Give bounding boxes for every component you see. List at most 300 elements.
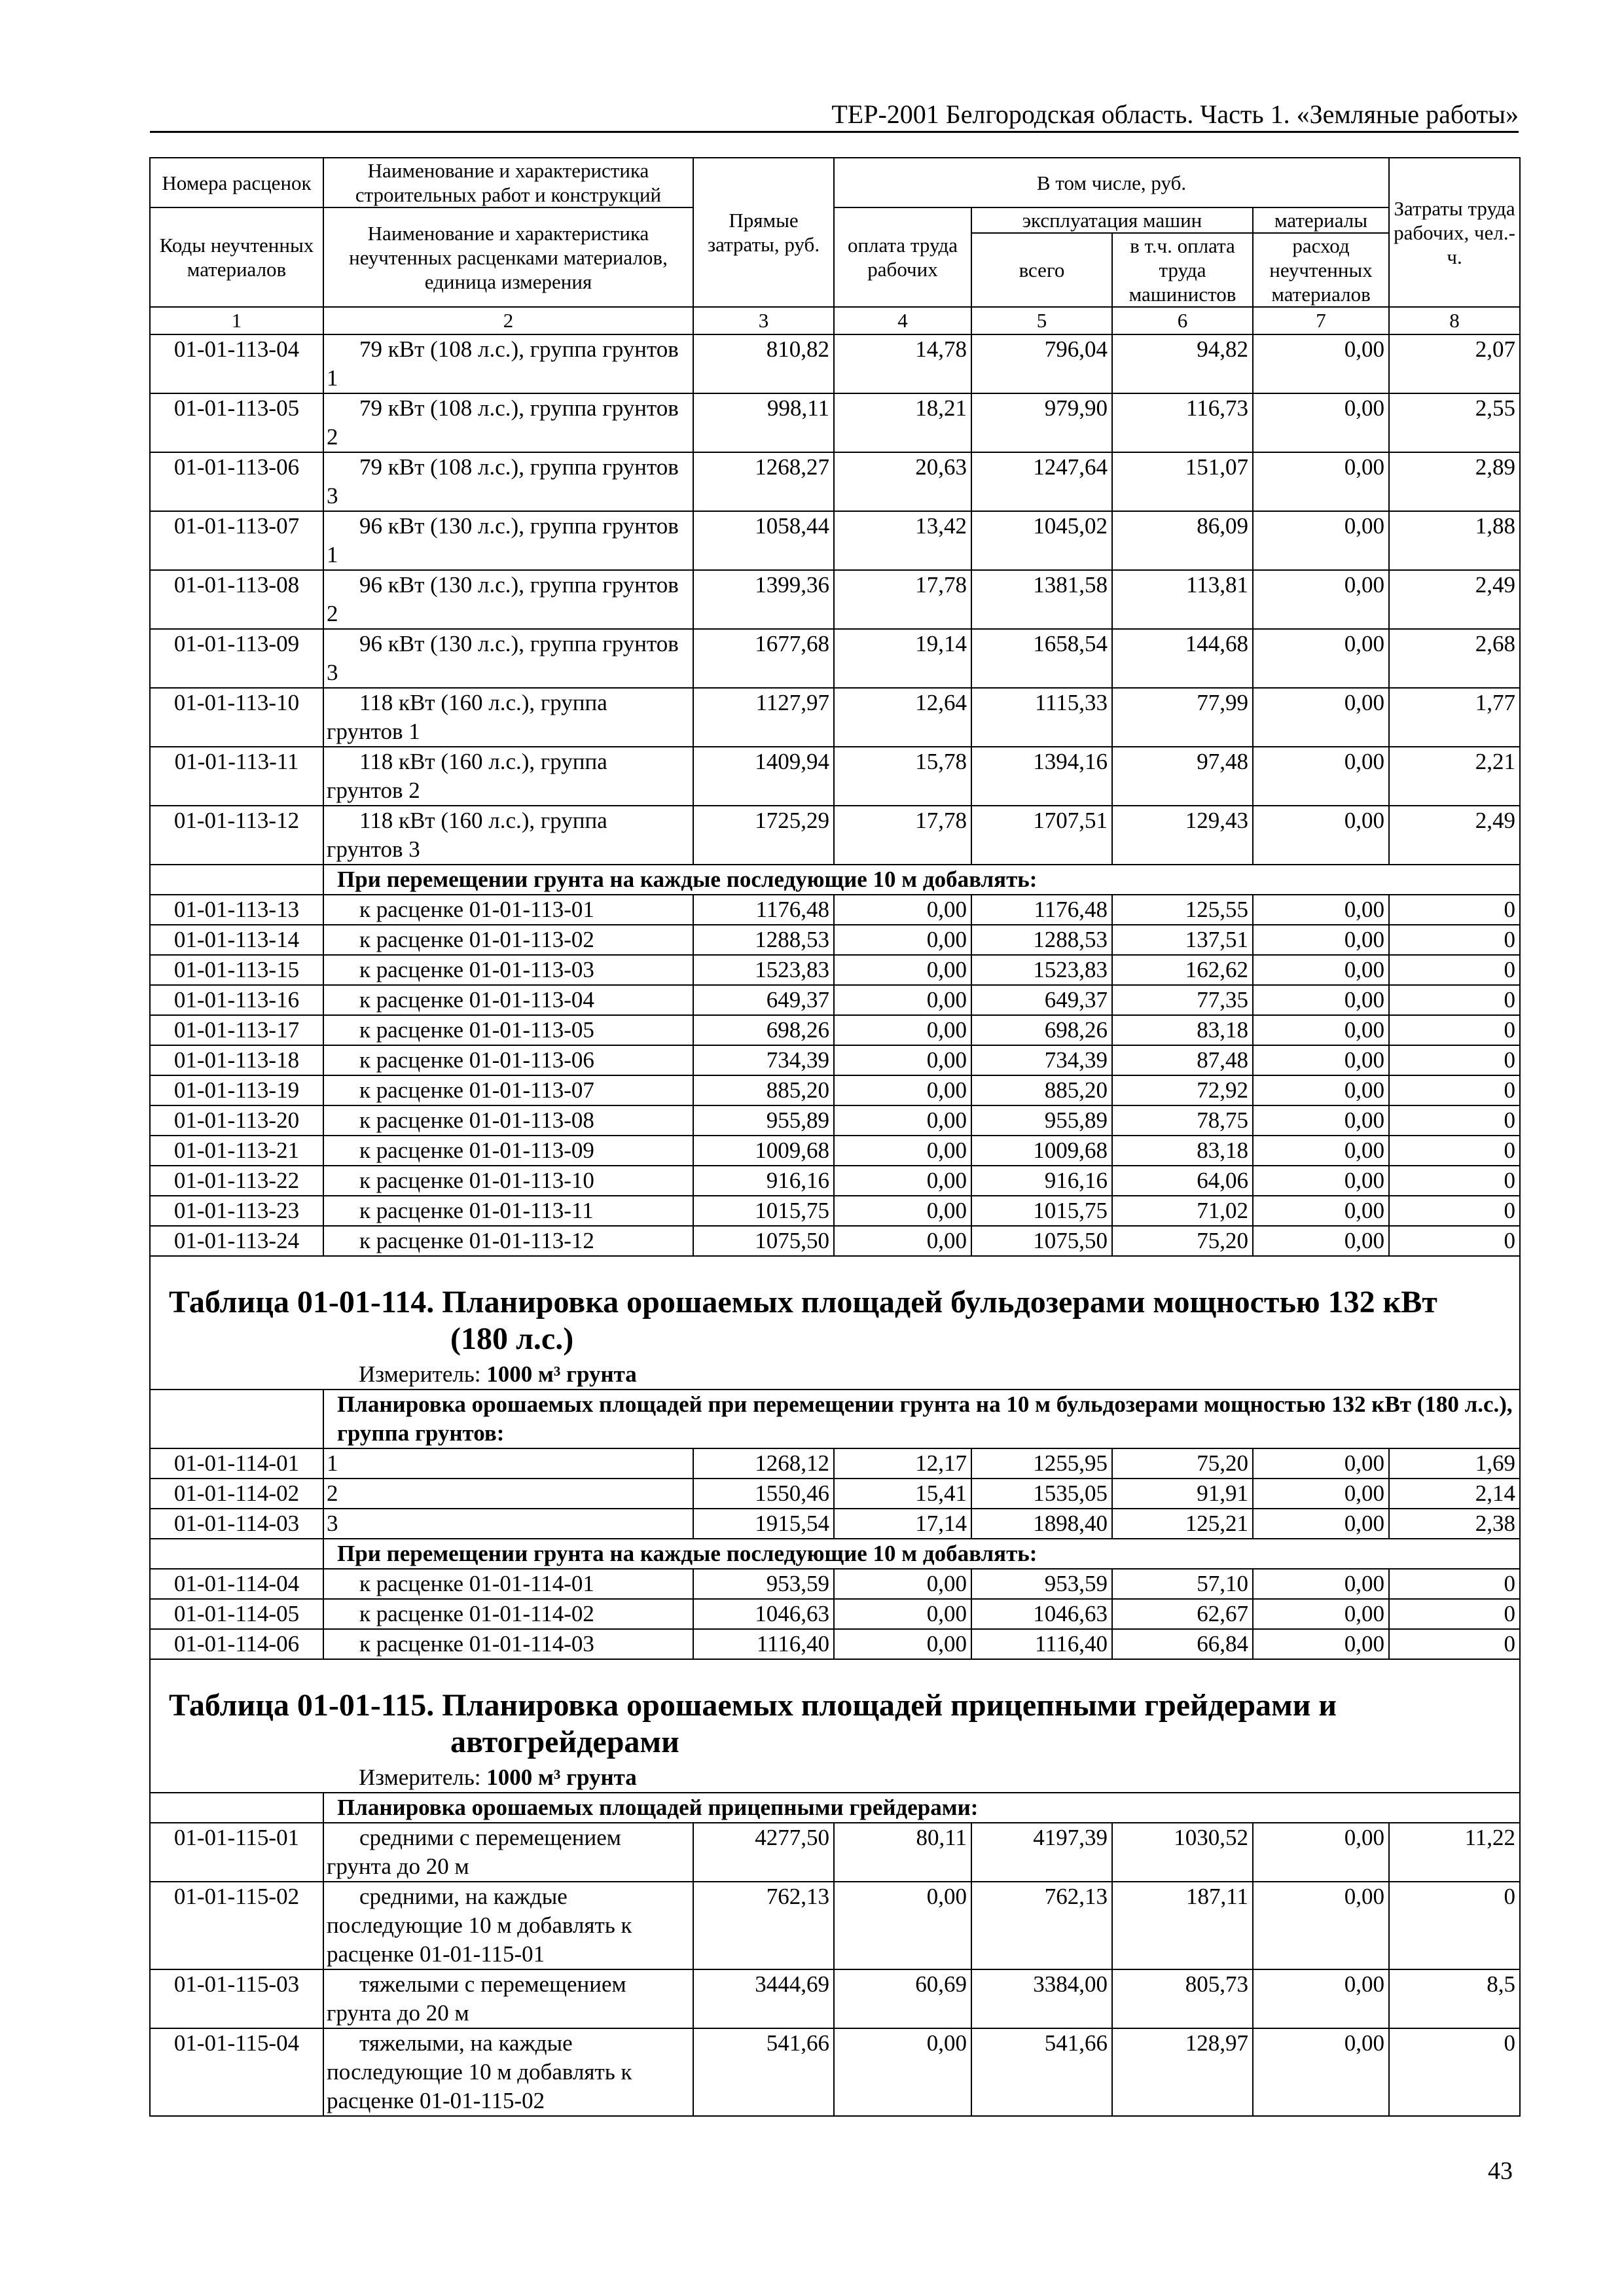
materials-cost: 0,00 xyxy=(1253,1166,1389,1196)
machinist-wages: 66,84 xyxy=(1112,1629,1253,1659)
direct-cost: 649,37 xyxy=(693,985,834,1015)
column-number: 6 xyxy=(1112,307,1253,334)
machines-total: 1898,40 xyxy=(971,1509,1112,1539)
rate-name: к расценке 01-01-113-04 xyxy=(323,985,693,1015)
table-row xyxy=(150,1479,1520,1509)
labor-wages: 0,00 xyxy=(834,1015,971,1045)
rate-code: 01-01-114-02 xyxy=(150,1479,323,1509)
labor-hours: 2,89 xyxy=(1389,452,1520,511)
rate-name: средними, на каждые последующие 10 м добавлять к расценке 01-01-115-01 xyxy=(323,1882,693,1969)
col3-header: Прямые затраты, руб. xyxy=(693,158,834,307)
labor-hours: 0 xyxy=(1389,2028,1520,2116)
labor-hours: 2,21 xyxy=(1389,747,1520,806)
materials-cost: 0,00 xyxy=(1253,1969,1389,2028)
machinist-wages: 113,81 xyxy=(1112,570,1253,629)
table-row xyxy=(150,747,1520,806)
machinist-wages: 77,35 xyxy=(1112,985,1253,1015)
labor-wages: 0,00 xyxy=(834,1045,971,1075)
rate-code: 01-01-113-14 xyxy=(150,925,323,955)
labor-wages: 19,14 xyxy=(834,629,971,688)
direct-cost: 734,39 xyxy=(693,1045,834,1075)
rate-name: к расценке 01-01-114-03 xyxy=(323,1629,693,1659)
labor-wages: 13,42 xyxy=(834,511,971,570)
table-115-title: Таблица 01-01-115. Планировка орошаемых площадей прицепными грейдерами и xyxy=(169,1688,1337,1723)
machines-total: 1658,54 xyxy=(971,629,1112,688)
col7-header: расход неучтенных материалов xyxy=(1253,233,1389,307)
labor-hours: 2,49 xyxy=(1389,570,1520,629)
rate-name: к расценке 01-01-113-08 xyxy=(323,1105,693,1136)
machinist-wages: 71,02 xyxy=(1112,1196,1253,1226)
rate-code: 01-01-113-23 xyxy=(150,1196,323,1226)
labor-hours: 0 xyxy=(1389,1105,1520,1136)
rate-code: 01-01-113-05 xyxy=(150,393,323,452)
labor-wages: 12,64 xyxy=(834,688,971,747)
direct-cost: 1009,68 xyxy=(693,1136,834,1166)
table-row xyxy=(150,334,1520,393)
machinist-wages: 128,97 xyxy=(1112,2028,1253,2116)
machines-total: 1115,33 xyxy=(971,688,1112,747)
labor-hours: 2,49 xyxy=(1389,806,1520,865)
materials-cost: 0,00 xyxy=(1253,1015,1389,1045)
table-row xyxy=(150,1015,1520,1045)
machinist-wages: 86,09 xyxy=(1112,511,1253,570)
rate-code: 01-01-113-21 xyxy=(150,1136,323,1166)
rate-code: 01-01-113-16 xyxy=(150,985,323,1015)
column-number: 4 xyxy=(834,307,971,334)
table-115-title-row xyxy=(150,1659,1520,1793)
materials-header: материалы xyxy=(1253,207,1389,233)
machinist-wages: 75,20 xyxy=(1112,1226,1253,1256)
machinist-wages: 94,82 xyxy=(1112,334,1253,393)
materials-cost: 0,00 xyxy=(1253,688,1389,747)
rate-name: к расценке 01-01-113-12 xyxy=(323,1226,693,1256)
labor-hours: 0 xyxy=(1389,1599,1520,1629)
labor-wages: 17,78 xyxy=(834,570,971,629)
labor-wages: 14,78 xyxy=(834,334,971,393)
machinist-wages: 91,91 xyxy=(1112,1479,1253,1509)
machinist-wages: 72,92 xyxy=(1112,1075,1253,1105)
column-numbers-row xyxy=(150,307,1520,334)
labor-wages: 0,00 xyxy=(834,895,971,925)
machines-total: 1075,50 xyxy=(971,1226,1112,1256)
table-row xyxy=(150,1509,1520,1539)
rate-name: 2 xyxy=(323,1479,693,1509)
col8-header: Затраты труда рабочих, чел.-ч. xyxy=(1389,158,1520,307)
materials-cost: 0,00 xyxy=(1253,747,1389,806)
materials-cost: 0,00 xyxy=(1253,629,1389,688)
labor-hours: 1,69 xyxy=(1389,1448,1520,1479)
rate-name: к расценке 01-01-113-03 xyxy=(323,955,693,985)
rate-name: к расценке 01-01-113-01 xyxy=(323,895,693,925)
machines-total: 762,13 xyxy=(971,1882,1112,1969)
column-number: 7 xyxy=(1253,307,1389,334)
direct-cost: 1058,44 xyxy=(693,511,834,570)
labor-wages: 18,21 xyxy=(834,393,971,452)
direct-cost: 698,26 xyxy=(693,1015,834,1045)
section-title: При перемещении грунта на каждые последующие 10 м добавлять: xyxy=(323,1539,1520,1569)
rate-code: 01-01-113-13 xyxy=(150,895,323,925)
table-115-unit: Измеритель: 1000 м³ грунта xyxy=(359,1765,637,1790)
labor-wages: 0,00 xyxy=(834,1166,971,1196)
direct-cost: 1127,97 xyxy=(693,688,834,747)
direct-cost: 1915,54 xyxy=(693,1509,834,1539)
labor-hours: 1,77 xyxy=(1389,688,1520,747)
rate-code: 01-01-114-03 xyxy=(150,1509,323,1539)
rate-code: 01-01-114-06 xyxy=(150,1629,323,1659)
machinist-wages: 125,55 xyxy=(1112,895,1253,925)
table-row xyxy=(150,1882,1520,1969)
table-row xyxy=(150,1448,1520,1479)
section-title: Планировка орошаемых площадей прицепными грейдерами: xyxy=(323,1793,1520,1823)
labor-wages: 0,00 xyxy=(834,1105,971,1136)
table-114-title: Таблица 01-01-114. Планировка орошаемых площадей бульдозерами мощностью 132 кВт xyxy=(169,1285,1437,1319)
materials-cost: 0,00 xyxy=(1253,985,1389,1015)
labor-wages: 0,00 xyxy=(834,1569,971,1599)
labor-hours: 0 xyxy=(1389,1569,1520,1599)
col4-header: оплата труда рабочих xyxy=(834,207,971,307)
rate-code: 01-01-114-05 xyxy=(150,1599,323,1629)
labor-wages: 0,00 xyxy=(834,1599,971,1629)
labor-hours: 2,07 xyxy=(1389,334,1520,393)
labor-hours: 8,5 xyxy=(1389,1969,1520,2028)
materials-cost: 0,00 xyxy=(1253,1226,1389,1256)
rate-name: к расценке 01-01-114-02 xyxy=(323,1599,693,1629)
labor-wages: 0,00 xyxy=(834,955,971,985)
column-number: 2 xyxy=(323,307,693,334)
machines-total: 1015,75 xyxy=(971,1196,1112,1226)
labor-hours: 0 xyxy=(1389,895,1520,925)
direct-cost: 1075,50 xyxy=(693,1226,834,1256)
table-row xyxy=(150,1969,1520,2028)
machines-total: 1176,48 xyxy=(971,895,1112,925)
machinist-wages: 187,11 xyxy=(1112,1882,1253,1969)
rate-code: 01-01-113-06 xyxy=(150,452,323,511)
machinist-wages: 162,62 xyxy=(1112,955,1253,985)
labor-wages: 15,41 xyxy=(834,1479,971,1509)
table-row xyxy=(150,452,1520,511)
labor-hours: 0 xyxy=(1389,1629,1520,1659)
rate-code: 01-01-113-10 xyxy=(150,688,323,747)
rate-name: 96 кВт (130 л.с.), группа грунтов 3 xyxy=(323,629,693,688)
direct-cost: 1725,29 xyxy=(693,806,834,865)
machinist-wages: 125,21 xyxy=(1112,1509,1253,1539)
rate-name: к расценке 01-01-113-11 xyxy=(323,1196,693,1226)
machines-total: 3384,00 xyxy=(971,1969,1112,2028)
machines-total: 698,26 xyxy=(971,1015,1112,1045)
machines-total: 1247,64 xyxy=(971,452,1112,511)
direct-cost: 1288,53 xyxy=(693,925,834,955)
section-title: Планировка орошаемых площадей при перемещении грунта на 10 м бульдозерами мощностью 132 кВт (180 л.с.), группа грунтов: xyxy=(323,1390,1520,1448)
machines-total: 1394,16 xyxy=(971,747,1112,806)
table-114-unit: Измеритель: 1000 м³ грунта xyxy=(359,1361,637,1387)
direct-cost: 1399,36 xyxy=(693,570,834,629)
section-row xyxy=(150,1793,1520,1823)
labor-hours: 2,55 xyxy=(1389,393,1520,452)
materials-cost: 0,00 xyxy=(1253,570,1389,629)
table-row xyxy=(150,1629,1520,1659)
section-row xyxy=(150,865,1520,895)
materials-cost: 0,00 xyxy=(1253,1105,1389,1136)
rate-name: к расценке 01-01-113-07 xyxy=(323,1075,693,1105)
materials-cost: 0,00 xyxy=(1253,1136,1389,1166)
machines-total: 734,39 xyxy=(971,1045,1112,1075)
direct-cost: 4277,50 xyxy=(693,1823,834,1882)
rate-code: 01-01-113-22 xyxy=(150,1166,323,1196)
machinist-wages: 62,67 xyxy=(1112,1599,1253,1629)
table-row xyxy=(150,688,1520,747)
direct-cost: 762,13 xyxy=(693,1882,834,1969)
machinist-wages: 78,75 xyxy=(1112,1105,1253,1136)
machines-header: эксплуатация машин xyxy=(971,207,1253,233)
group-header: В том числе, руб. xyxy=(834,158,1389,207)
materials-cost: 0,00 xyxy=(1253,1509,1389,1539)
page-number: 43 xyxy=(1488,2157,1513,2185)
rate-name: 96 кВт (130 л.с.), группа грунтов 1 xyxy=(323,511,693,570)
materials-cost: 0,00 xyxy=(1253,1569,1389,1599)
direct-cost: 1523,83 xyxy=(693,955,834,985)
machines-total: 885,20 xyxy=(971,1075,1112,1105)
direct-cost: 541,66 xyxy=(693,2028,834,2116)
labor-hours: 0 xyxy=(1389,1882,1520,1969)
direct-cost: 1677,68 xyxy=(693,629,834,688)
rate-name: 79 кВт (108 л.с.), группа грунтов 2 xyxy=(323,393,693,452)
rate-name: к расценке 01-01-114-01 xyxy=(323,1569,693,1599)
col1-top: Номера расценок xyxy=(150,158,323,207)
rate-code: 01-01-114-01 xyxy=(150,1448,323,1479)
rate-name: средними с перемещением грунта до 20 м xyxy=(323,1823,693,1882)
labor-wages: 0,00 xyxy=(834,1882,971,1969)
machinist-wages: 129,43 xyxy=(1112,806,1253,865)
rate-name: к расценке 01-01-113-05 xyxy=(323,1015,693,1045)
table-row xyxy=(150,1599,1520,1629)
direct-cost: 885,20 xyxy=(693,1075,834,1105)
labor-wages: 80,11 xyxy=(834,1823,971,1882)
labor-hours: 2,14 xyxy=(1389,1479,1520,1509)
machines-total: 796,04 xyxy=(971,334,1112,393)
table-row xyxy=(150,1105,1520,1136)
table-row xyxy=(150,925,1520,955)
section-row xyxy=(150,1539,1520,1569)
table-row xyxy=(150,1166,1520,1196)
labor-hours: 0 xyxy=(1389,925,1520,955)
labor-wages: 60,69 xyxy=(834,1969,971,2028)
machinist-wages: 144,68 xyxy=(1112,629,1253,688)
table-115-title-cont: автогрейдерами xyxy=(450,1725,679,1759)
machines-total: 1255,95 xyxy=(971,1448,1112,1479)
machines-total: 1046,63 xyxy=(971,1599,1112,1629)
col1-bottom: Коды неучтенных материалов xyxy=(150,207,323,307)
rate-name: тяжелыми с перемещением грунта до 20 м xyxy=(323,1969,693,2028)
labor-hours: 11,22 xyxy=(1389,1823,1520,1882)
machines-total: 1707,51 xyxy=(971,806,1112,865)
labor-hours: 0 xyxy=(1389,1015,1520,1045)
labor-wages: 0,00 xyxy=(834,1226,971,1256)
machines-total: 916,16 xyxy=(971,1166,1112,1196)
machinist-wages: 57,10 xyxy=(1112,1569,1253,1599)
column-number: 8 xyxy=(1389,307,1520,334)
machines-total: 1288,53 xyxy=(971,925,1112,955)
materials-cost: 0,00 xyxy=(1253,1599,1389,1629)
machines-total: 1116,40 xyxy=(971,1629,1112,1659)
rate-code: 01-01-113-24 xyxy=(150,1226,323,1256)
machines-total: 541,66 xyxy=(971,2028,1112,2116)
rate-name: 79 кВт (108 л.с.), группа грунтов 3 xyxy=(323,452,693,511)
table-row xyxy=(150,1226,1520,1256)
section-title: При перемещении грунта на каждые последующие 10 м добавлять: xyxy=(323,865,1520,895)
rate-code: 01-01-113-11 xyxy=(150,747,323,806)
machinist-wages: 116,73 xyxy=(1112,393,1253,452)
rate-code: 01-01-114-04 xyxy=(150,1569,323,1599)
materials-cost: 0,00 xyxy=(1253,334,1389,393)
rate-code: 01-01-113-15 xyxy=(150,955,323,985)
direct-cost: 1268,12 xyxy=(693,1448,834,1479)
machinist-wages: 83,18 xyxy=(1112,1015,1253,1045)
rate-code: 01-01-115-02 xyxy=(150,1882,323,1969)
machines-total: 979,90 xyxy=(971,393,1112,452)
materials-cost: 0,00 xyxy=(1253,1196,1389,1226)
labor-wages: 15,78 xyxy=(834,747,971,806)
materials-cost: 0,00 xyxy=(1253,1882,1389,1969)
rate-code: 01-01-113-12 xyxy=(150,806,323,865)
column-number: 3 xyxy=(693,307,834,334)
rate-code: 01-01-113-19 xyxy=(150,1075,323,1105)
rate-name: к расценке 01-01-113-02 xyxy=(323,925,693,955)
labor-hours: 0 xyxy=(1389,1226,1520,1256)
rate-code: 01-01-113-18 xyxy=(150,1045,323,1075)
rate-name: 118 кВт (160 л.с.), группа грунтов 3 xyxy=(323,806,693,865)
rate-name: 79 кВт (108 л.с.), группа грунтов 1 xyxy=(323,334,693,393)
rate-code: 01-01-113-08 xyxy=(150,570,323,629)
table-row xyxy=(150,1569,1520,1599)
machines-total: 955,89 xyxy=(971,1105,1112,1136)
machinist-wages: 87,48 xyxy=(1112,1045,1253,1075)
col2-bottom: Наименование и характеристика неучтенных расценками материалов, единица измерения xyxy=(323,207,693,307)
table-114-title-row xyxy=(150,1256,1520,1390)
rate-code: 01-01-115-03 xyxy=(150,1969,323,2028)
labor-wages: 0,00 xyxy=(834,1629,971,1659)
direct-cost: 953,59 xyxy=(693,1569,834,1599)
labor-hours: 1,88 xyxy=(1389,511,1520,570)
labor-wages: 12,17 xyxy=(834,1448,971,1479)
rate-name: 118 кВт (160 л.с.), группа грунтов 2 xyxy=(323,747,693,806)
labor-wages: 17,14 xyxy=(834,1509,971,1539)
rate-name: 118 кВт (160 л.с.), группа грунтов 1 xyxy=(323,688,693,747)
materials-cost: 0,00 xyxy=(1253,511,1389,570)
col2-top: Наименование и характеристика строительных работ и конструкций xyxy=(323,158,693,207)
table-row xyxy=(150,1196,1520,1226)
rate-code: 01-01-113-17 xyxy=(150,1015,323,1045)
machinist-wages: 64,06 xyxy=(1112,1166,1253,1196)
direct-cost: 1116,40 xyxy=(693,1629,834,1659)
materials-cost: 0,00 xyxy=(1253,1448,1389,1479)
materials-cost: 0,00 xyxy=(1253,1823,1389,1882)
table-row xyxy=(150,895,1520,925)
labor-wages: 0,00 xyxy=(834,1196,971,1226)
labor-hours: 0 xyxy=(1389,1166,1520,1196)
header-row-1 xyxy=(150,158,1520,207)
col5-header: всего xyxy=(971,233,1112,307)
machines-total: 1523,83 xyxy=(971,955,1112,985)
column-number: 1 xyxy=(150,307,323,334)
labor-wages: 0,00 xyxy=(834,2028,971,2116)
table-row xyxy=(150,1136,1520,1166)
rate-code: 01-01-115-01 xyxy=(150,1823,323,1882)
direct-cost: 1268,27 xyxy=(693,452,834,511)
machinist-wages: 805,73 xyxy=(1112,1969,1253,2028)
table-row xyxy=(150,570,1520,629)
table-row xyxy=(150,1823,1520,1882)
materials-cost: 0,00 xyxy=(1253,1045,1389,1075)
labor-hours: 0 xyxy=(1389,985,1520,1015)
rate-code: 01-01-113-20 xyxy=(150,1105,323,1136)
materials-cost: 0,00 xyxy=(1253,1479,1389,1509)
materials-cost: 0,00 xyxy=(1253,925,1389,955)
rate-code: 01-01-113-09 xyxy=(150,629,323,688)
machinist-wages: 97,48 xyxy=(1112,747,1253,806)
rate-name: 96 кВт (130 л.с.), группа грунтов 2 xyxy=(323,570,693,629)
machinist-wages: 75,20 xyxy=(1112,1448,1253,1479)
table-row xyxy=(150,955,1520,985)
rate-code: 01-01-113-04 xyxy=(150,334,323,393)
labor-wages: 0,00 xyxy=(834,985,971,1015)
rate-name: к расценке 01-01-113-09 xyxy=(323,1136,693,1166)
direct-cost: 1015,75 xyxy=(693,1196,834,1226)
labor-hours: 0 xyxy=(1389,1196,1520,1226)
machines-total: 1535,05 xyxy=(971,1479,1112,1509)
direct-cost: 1046,63 xyxy=(693,1599,834,1629)
materials-cost: 0,00 xyxy=(1253,2028,1389,2116)
table-row xyxy=(150,629,1520,688)
machinist-wages: 137,51 xyxy=(1112,925,1253,955)
direct-cost: 3444,69 xyxy=(693,1969,834,2028)
direct-cost: 916,16 xyxy=(693,1166,834,1196)
table-row xyxy=(150,806,1520,865)
section-row xyxy=(150,1390,1520,1448)
column-number: 5 xyxy=(971,307,1112,334)
machines-total: 953,59 xyxy=(971,1569,1112,1599)
labor-hours: 2,38 xyxy=(1389,1509,1520,1539)
rate-name: к расценке 01-01-113-06 xyxy=(323,1045,693,1075)
machines-total: 649,37 xyxy=(971,985,1112,1015)
table-row xyxy=(150,393,1520,452)
rate-name: 1 xyxy=(323,1448,693,1479)
rate-name: 3 xyxy=(323,1509,693,1539)
labor-wages: 0,00 xyxy=(834,925,971,955)
rate-code: 01-01-115-04 xyxy=(150,2028,323,2116)
col6-header: в т.ч. оплата труда машинистов xyxy=(1112,233,1253,307)
labor-hours: 2,68 xyxy=(1389,629,1520,688)
direct-cost: 955,89 xyxy=(693,1105,834,1136)
materials-cost: 0,00 xyxy=(1253,452,1389,511)
table-row xyxy=(150,1045,1520,1075)
machinist-wages: 1030,52 xyxy=(1112,1823,1253,1882)
materials-cost: 0,00 xyxy=(1253,895,1389,925)
table-114-title-cont: (180 л.с.) xyxy=(450,1321,574,1356)
materials-cost: 0,00 xyxy=(1253,806,1389,865)
direct-cost: 1550,46 xyxy=(693,1479,834,1509)
page-header xyxy=(150,98,1519,133)
machinist-wages: 77,99 xyxy=(1112,688,1253,747)
table-row xyxy=(150,985,1520,1015)
labor-wages: 17,78 xyxy=(834,806,971,865)
labor-wages: 20,63 xyxy=(834,452,971,511)
machines-total: 1009,68 xyxy=(971,1136,1112,1166)
table-row xyxy=(150,511,1520,570)
direct-cost: 1409,94 xyxy=(693,747,834,806)
labor-wages: 0,00 xyxy=(834,1136,971,1166)
direct-cost: 1176,48 xyxy=(693,895,834,925)
machinist-wages: 151,07 xyxy=(1112,452,1253,511)
